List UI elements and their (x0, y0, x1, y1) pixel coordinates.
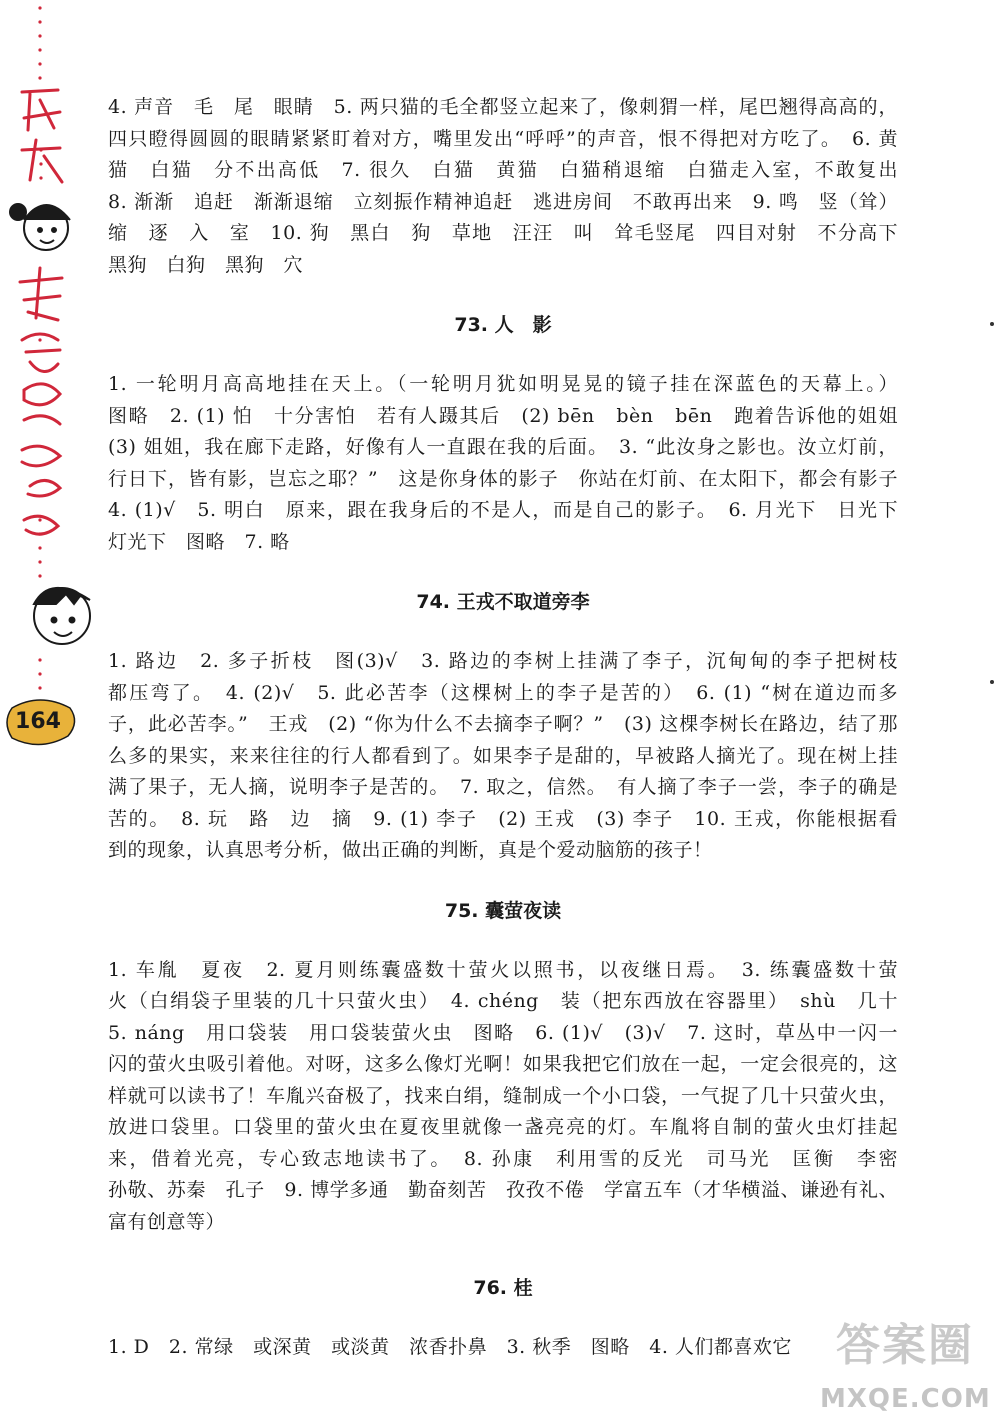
answer-line: 灯光下 图略 7. 略 (108, 530, 290, 553)
answer-line: 4. 声音 毛 尾 眼睛 5. 两只猫的毛全都竖立起来了，像刺猬一样，尾巴翘得高高的， (108, 96, 898, 118)
answer-line: 1. 车胤 夏夜 2. 夏月则练囊盛数十萤火以照书，以夜继日焉。 3. 练囊盛数十萤 (108, 958, 898, 981)
girl-cartoon-icon (10, 204, 70, 250)
answer-line: 么多的果实，来来往往的行人都看到了。如果李子是甜的，早被路人摘光了。现在树上挂 (108, 744, 898, 767)
answer-line: 到的现象，认真思考分析，做出正确的判断，真是个爱动脑筋的孩子！ (108, 839, 713, 861)
answer-line: 孙敬、苏秦 孔子 9. 博学多通 勤奋刻苦 孜孜不倦 学富五车（才华横溢、谦逊有礼、 (108, 1179, 898, 1201)
answer-line: 缩 逐 入 室 10. 狗 黑白 狗 草地 汪汪 叫 耸毛竖尾 四目对射 不分高下 (108, 222, 898, 244)
section-74-answers (108, 646, 898, 867)
page-number: 164 (15, 709, 61, 734)
answer-line: 子，此必苦李。” 王戎 (2) “你为什么不去摘李子啊？” (3) 这棵李树长在路边，结了那 (108, 713, 898, 735)
answer-line: 闪的萤火虫吸引着他。对呀，这多么像灯光啊！如果我把它们放在一起，一定会很亮的，这 (108, 1053, 898, 1075)
watermark-logo (820, 1311, 990, 1421)
section-title: 75. 囊萤夜读 (444, 899, 562, 922)
answer-line: 黑狗 白狗 黑狗 穴 (108, 253, 304, 276)
answer-line: 满了果子，无人摘，说明李子是苦的。 7. 取之，信然。 有人摘了李子一尝，李子的确是 (108, 776, 898, 798)
section-title: 74. 王戎不取道旁李 (416, 591, 590, 613)
answer-line: 1. 一轮明月高高地挂在天上。（一轮明月犹如明晃晃的镜子挂在深蓝色的天幕上。） (108, 373, 898, 395)
answer-line: 富有创意等） (108, 1210, 226, 1233)
watermark-text: 答案圈 (836, 1320, 974, 1371)
answer-line: 1. 路边 2. 多子折枝 图(3)√ 3. 路边的李树上挂满了李子，沉甸甸的李子把树枝 (108, 650, 898, 672)
answer-line: 样就可以读书了！车胤兴奋极了，找来白绢，缝制成一个小口袋，一气捉了几十只萤火虫， (108, 1084, 898, 1107)
answer-line: 4. (1)√ 5. 明白 原来，跟在我身后的不是人，而是自己的影子。 6. 月光下 日光下 (108, 499, 898, 521)
answer-line: 放进口袋里。口袋里的萤火虫在夏夜里就像一盏亮亮的灯。车胤将自制的萤火虫灯挂起 (108, 1116, 898, 1138)
answer-line: 来，借着光亮，专心致志地读书了。 8. 孙康 利用雪的反光 司马光 匡衡 李密 (108, 1147, 898, 1170)
answer-line: 火（白绢袋子里装的几十只萤火虫） 4. chéng 装（把东西放在容器里） shù 几十 (108, 990, 898, 1012)
scan-speck (990, 680, 994, 684)
boy-cartoon-icon (34, 588, 90, 644)
answer-line: 行日下，皆有影，岂忘之耶？” 这是你身体的影子 你站在灯前、在太阳下，都会有影子 (108, 467, 898, 490)
dotted-margin-line (38, 6, 42, 689)
answer-line: 8. 渐渐 追赶 渐渐退缩 立刻振作精神追赶 逃进房间 不敢再出来 9. 鸣 竖（耸） (108, 190, 898, 213)
section-title: 76. 桂 (473, 1277, 533, 1299)
section-title: 73. 人 影 (454, 314, 552, 336)
answer-line: 猫 白猫 分不出高低 7. 很久 白猫 黄猫 白猫稍退缩 白猫走入室，不敢复出 (108, 159, 898, 181)
answer-line: 1. D 2. 常绿 或深黄 或淡黄 浓香扑鼻 3. 秋季 图略 4. 人们都喜欢它 (108, 1336, 792, 1358)
answer-line: 图略 2. (1) 怕 十分害怕 若有人蹑其后 (2) bēn bèn bēn 跑着告诉他的姐姐 (108, 404, 898, 427)
handwriting-scribble (20, 90, 62, 534)
margin-decoration (0, 0, 100, 800)
answer-content (108, 92, 898, 1364)
answer-line: 苦的。 8. 玩 路 边 摘 9. (1) 李子 (2) 王戎 (3) 李子 10. 王戎，你能根据看 (108, 807, 898, 830)
scan-speck (990, 322, 994, 326)
section-76-answers (108, 1332, 898, 1364)
section-75-answers (108, 955, 898, 1239)
answer-line: (3) 姐姐，我在廊下走路，好像有人一直跟在我的后面。 3. “此汝身之影也。汝立灯前， (108, 436, 898, 458)
answer-line: 5. náng 用口袋装 用口袋装萤火虫 图略 6. (1)√ (3)√ 7. 这时，草丛中一闪一 (108, 1021, 898, 1044)
section-73-answers (108, 369, 898, 558)
answer-line: 都压弯了。 4. (2)√ 5. 此必苦李（这棵树上的李子是苦的） 6. (1) “树在道边而多 (108, 681, 898, 704)
watermark-url: MXQE.COM (820, 1384, 991, 1414)
section-previous-answers (108, 92, 898, 281)
answer-line: 四只瞪得圆圆的眼睛紧紧盯着对方，嘴里发出“呼呼”的声音，恨不得把对方吃了。 6. 黄 (108, 127, 898, 150)
